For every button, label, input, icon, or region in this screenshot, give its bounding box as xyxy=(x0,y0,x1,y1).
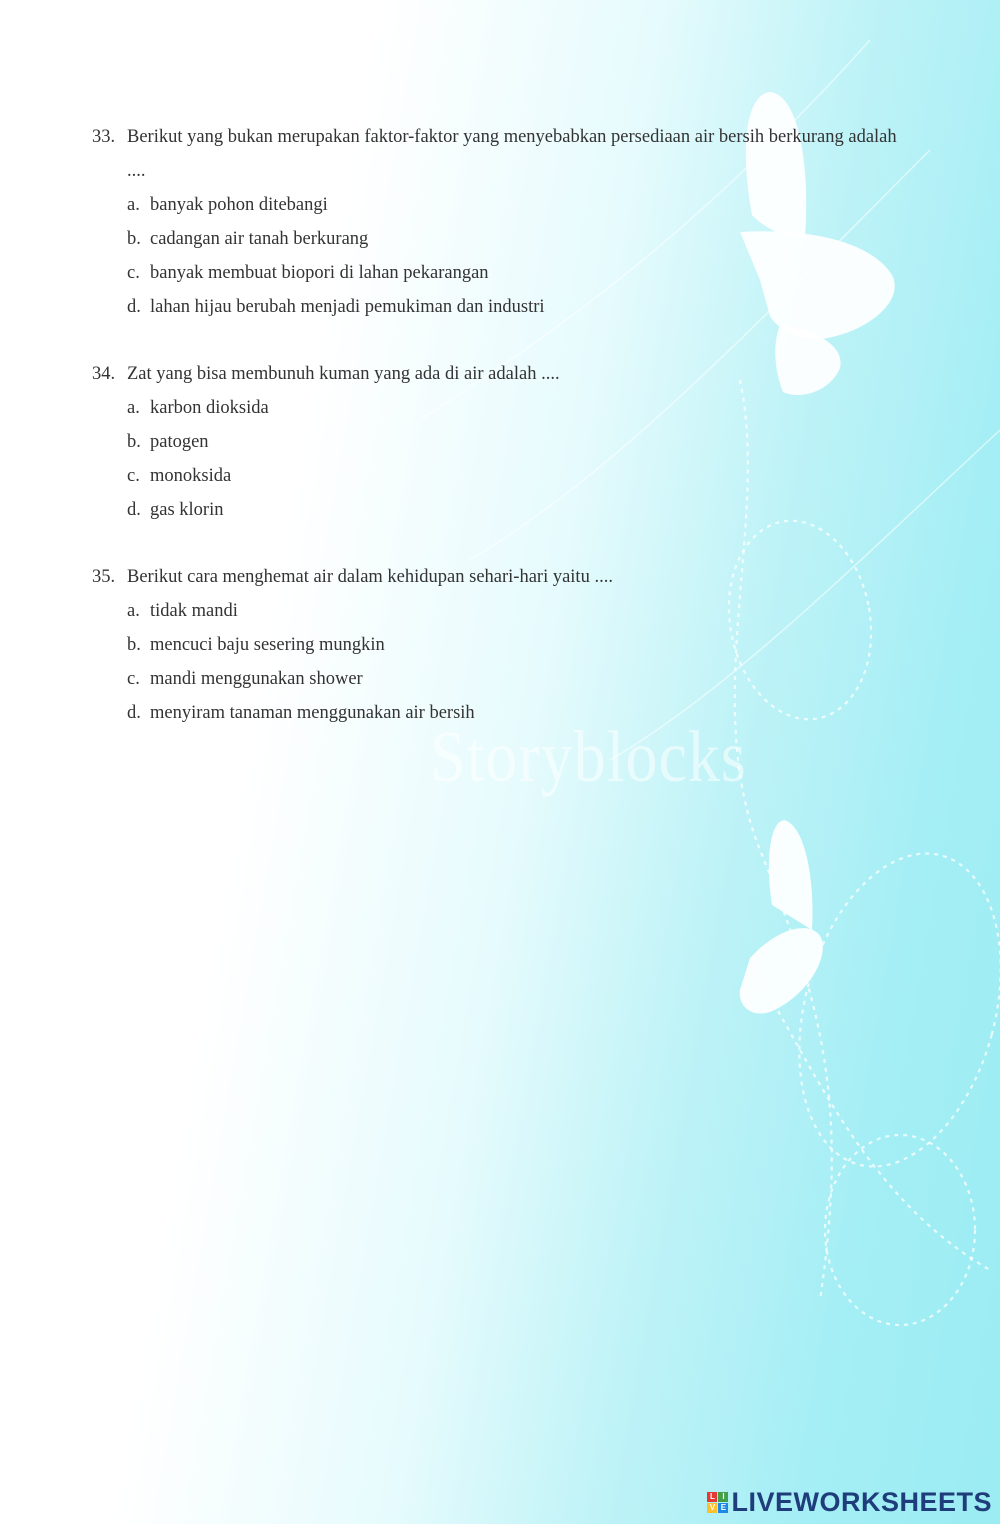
liveworksheets-logo xyxy=(707,1487,992,1518)
live-logo-icon xyxy=(707,1492,728,1513)
question-number: 33. xyxy=(92,127,116,147)
question-number: 34. xyxy=(92,364,116,384)
option-text: karbon dioksida xyxy=(150,398,269,418)
option-text: monoksida xyxy=(150,466,232,486)
option-d[interactable] xyxy=(127,493,902,527)
option-d[interactable] xyxy=(127,696,902,730)
dashed-curve-2 xyxy=(760,980,990,1270)
option-text: mencuci baju sesering mungkin xyxy=(150,635,385,655)
question-stem xyxy=(92,560,902,594)
option-letter: a. xyxy=(127,398,140,418)
logo-letter-e: E xyxy=(718,1503,728,1513)
option-d[interactable] xyxy=(127,290,902,324)
option-text: menyiram tanaman menggunakan air bersih xyxy=(150,703,475,723)
option-letter: d. xyxy=(127,703,141,723)
option-letter: a. xyxy=(127,195,140,215)
question-stem xyxy=(92,357,902,391)
logo-letter-i: I xyxy=(718,1492,728,1502)
question-35 xyxy=(92,560,902,730)
question-text: Berikut yang bukan merupakan faktor-faktor yang menyebabkan persediaan air bersih berkurang adalah .... xyxy=(127,127,897,181)
option-a[interactable] xyxy=(127,594,902,628)
option-a[interactable] xyxy=(127,391,902,425)
option-text: mandi menggunakan shower xyxy=(150,669,363,689)
option-letter: b. xyxy=(127,432,141,452)
option-text: cadangan air tanah berkurang xyxy=(150,229,369,249)
option-b[interactable] xyxy=(127,425,902,459)
option-text: lahan hijau berubah menjadi pemukiman dan industri xyxy=(150,297,545,317)
question-text: Berikut cara menghemat air dalam kehidupan sehari-hari yaitu .... xyxy=(127,567,613,587)
option-c[interactable] xyxy=(127,662,902,696)
option-letter: c. xyxy=(127,466,140,486)
watermark-text: Storyblocks xyxy=(430,715,747,798)
option-letter: b. xyxy=(127,229,141,249)
option-text: patogen xyxy=(150,432,209,452)
option-c[interactable] xyxy=(127,459,902,493)
question-stem xyxy=(92,120,902,188)
logo-letter-l: L xyxy=(707,1492,717,1502)
option-text: banyak membuat biopori di lahan pekarangan xyxy=(150,263,489,283)
option-letter: c. xyxy=(127,669,140,689)
option-letter: b. xyxy=(127,635,141,655)
option-letter: a. xyxy=(127,601,140,621)
question-number: 35. xyxy=(92,567,116,587)
logo-letter-v: V xyxy=(707,1503,717,1513)
brand-name: LIVEWORKSHEETS xyxy=(731,1487,992,1517)
question-33 xyxy=(92,120,902,324)
question-34 xyxy=(92,357,902,527)
option-letter: d. xyxy=(127,500,141,520)
butterfly-icon-small xyxy=(740,820,823,1013)
option-b[interactable] xyxy=(127,222,902,256)
option-c[interactable] xyxy=(127,256,902,290)
dashed-loop-3 xyxy=(825,1135,975,1325)
option-text: banyak pohon ditebangi xyxy=(150,195,328,215)
option-letter: d. xyxy=(127,297,141,317)
option-b[interactable] xyxy=(127,628,902,662)
option-letter: c. xyxy=(127,263,140,283)
option-text: gas klorin xyxy=(150,500,224,520)
question-text: Zat yang bisa membunuh kuman yang ada di air adalah .... xyxy=(127,364,560,384)
option-text: tidak mandi xyxy=(150,601,238,621)
option-a[interactable] xyxy=(127,188,902,222)
